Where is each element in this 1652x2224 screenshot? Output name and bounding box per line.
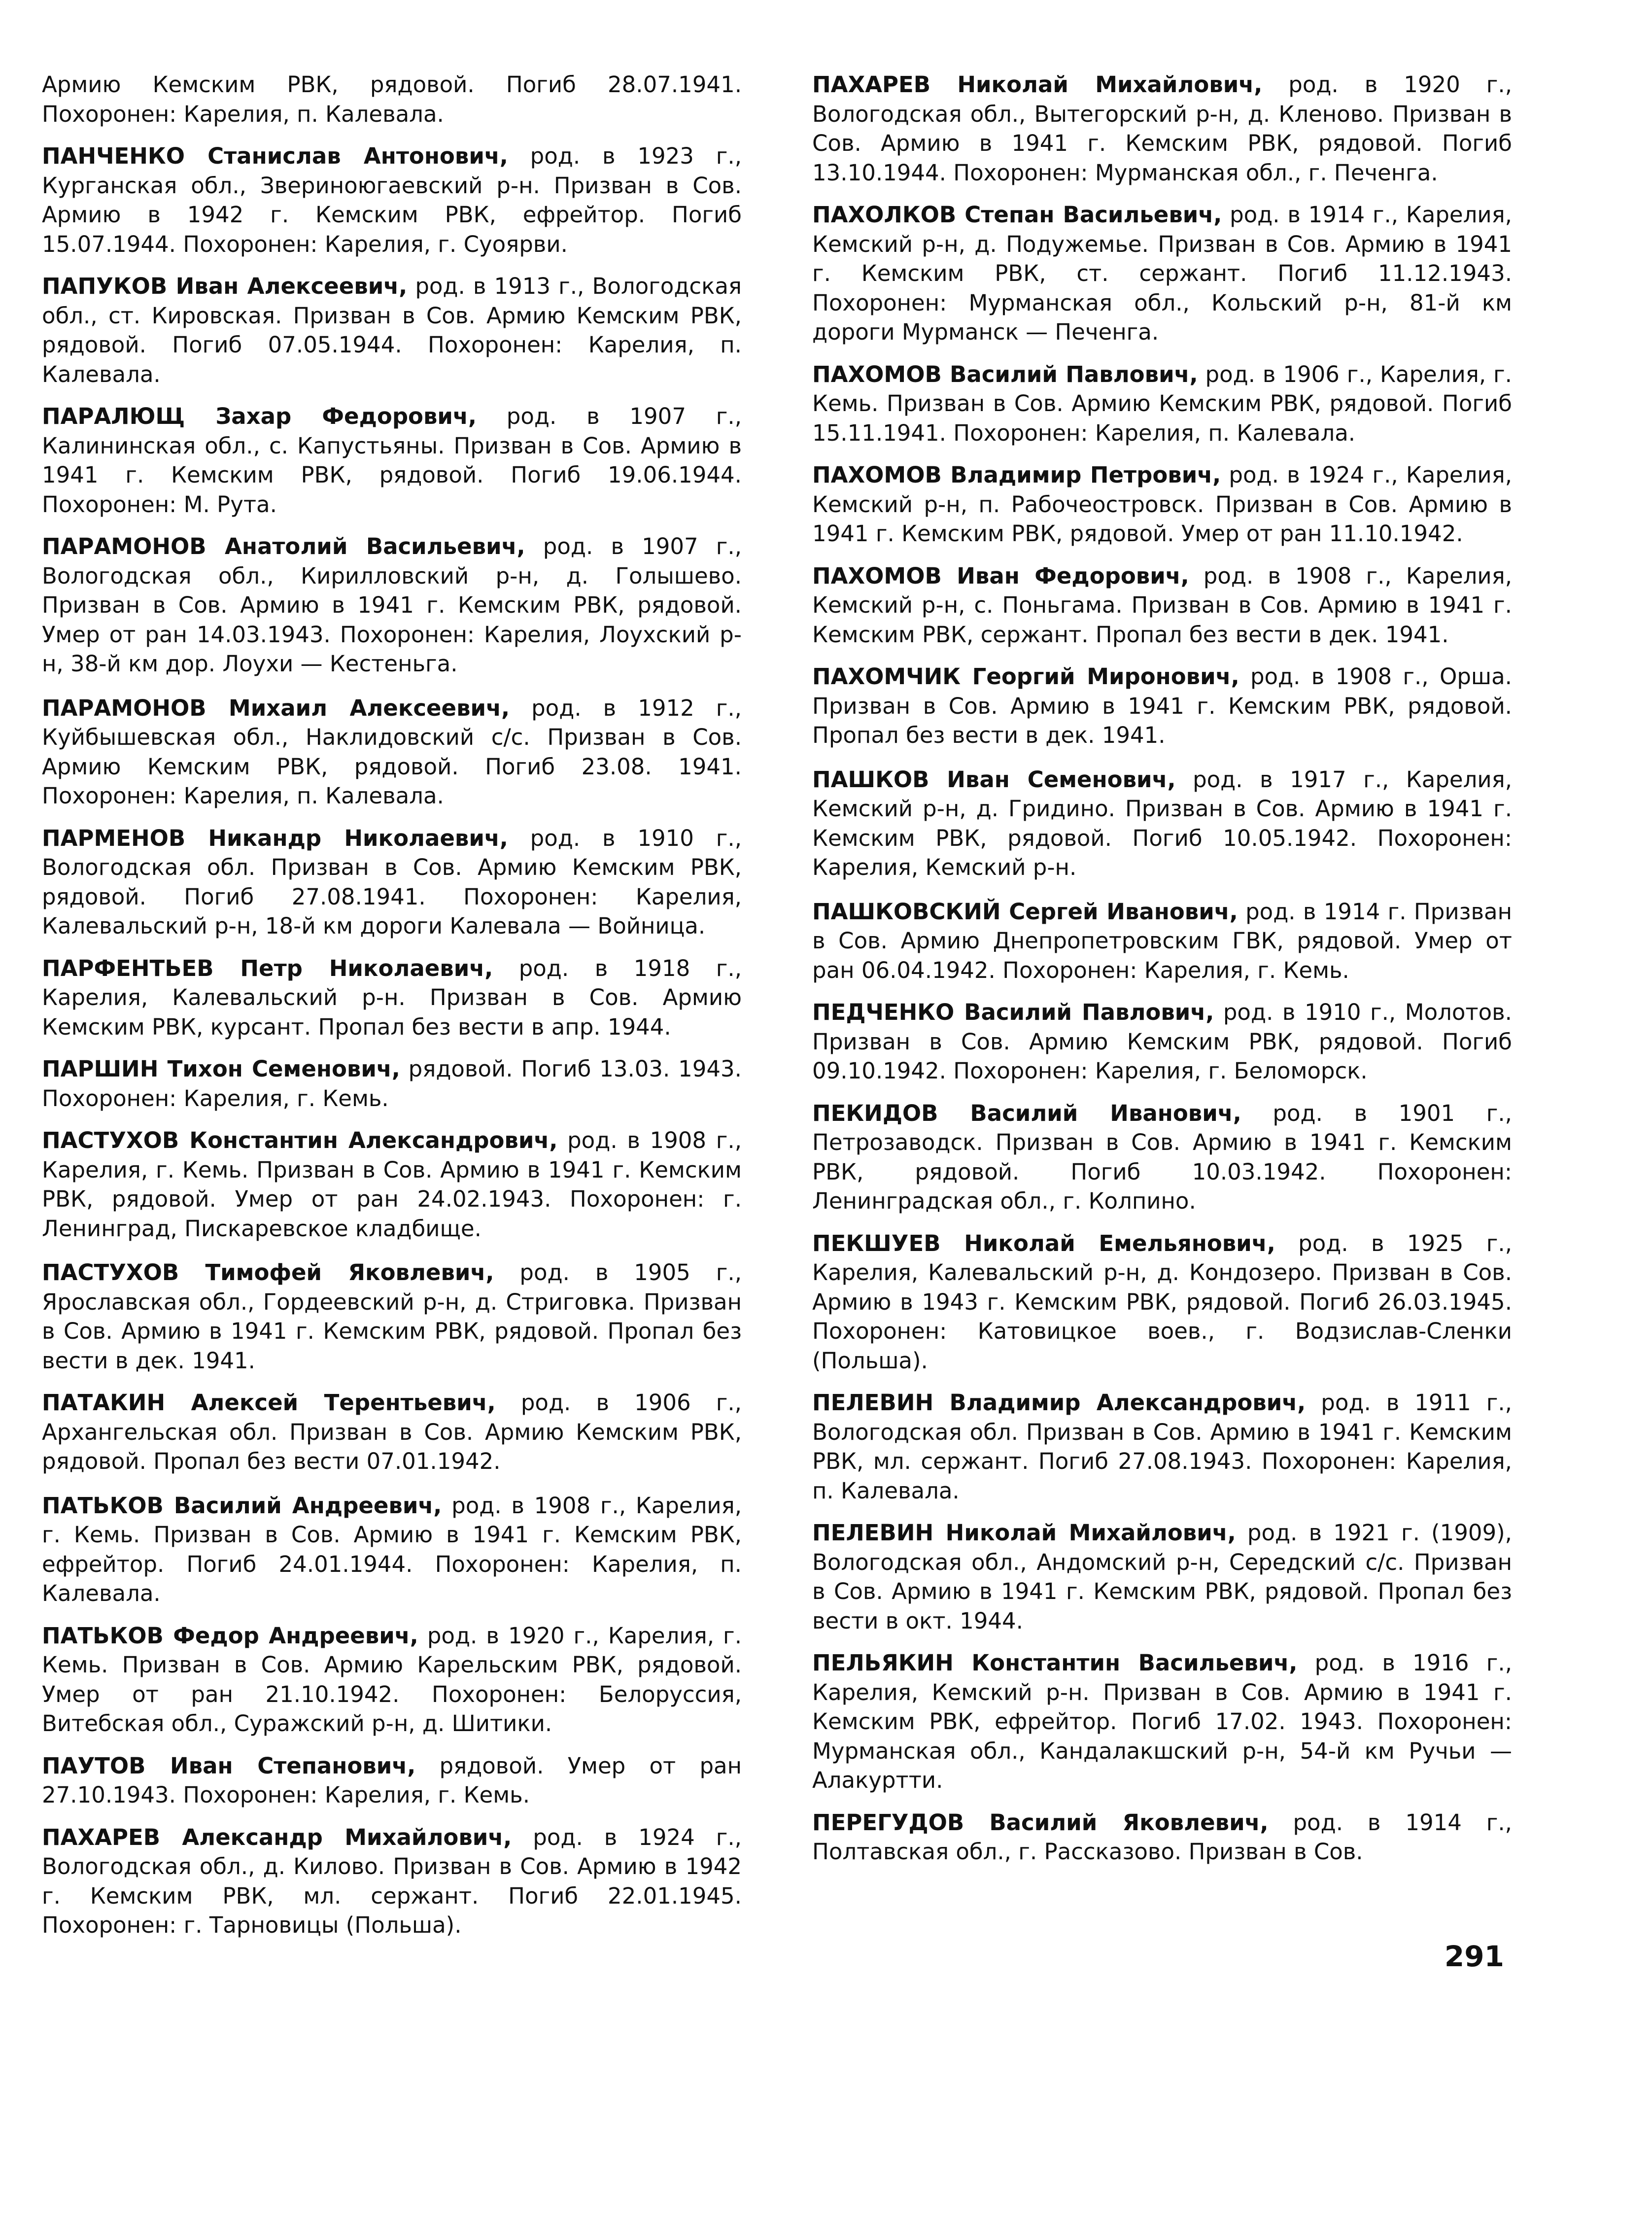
entry <box>812 70 1512 187</box>
left-column <box>42 70 742 1953</box>
entry-name: ПЕЛЬЯКИН Константин Васильевич, <box>812 1650 1298 1676</box>
entry-text: род. в 1908 г., Орша. Призван в Сов. Армию в 1941 г. Кемским РВК, рядовой. Пропал без вести в дек. 1941. <box>812 663 1512 748</box>
entry-name: ПАСТУХОВ Константин Александрович, <box>42 1127 558 1153</box>
entry <box>812 1518 1512 1635</box>
entry-name: ПАУТОВ Иван Степанович, <box>42 1752 416 1779</box>
entry <box>42 1388 742 1476</box>
entry-text: род. в 1924 г., Вологодская обл., д. Килово. Призван в Сов. Армию в 1942 г. Кемским РВК, мл. сержант. Погиб 22.01.1945. Похоронен: г. Тарновицы (Польша). <box>42 1824 742 1938</box>
entry-name: ПАРФЕНТЬЕВ Петр Николаевич, <box>42 955 493 981</box>
entry-text: рядовой. Погиб 13.03. 1943. Похоронен: Карелия, г. Кемь. <box>42 1056 742 1112</box>
entry <box>812 897 1512 985</box>
entry <box>812 200 1512 347</box>
entry-name: ПАХАРЕВ Александр Михайлович, <box>42 1824 512 1850</box>
entry-text: род. в 1901 г., Петрозаводск. Призван в Сов. Армию в 1941 г. Кемским РВК, рядовой. Погиб 10.03.1942. Похоронен: Ленинградская обл., г. Колпино. <box>812 1100 1512 1214</box>
entry-name: ПАПУКОВ Иван Алексеевич, <box>42 273 408 299</box>
entry-continued <box>42 70 742 129</box>
entry-text: род. в 1908 г., Карелия, г. Кемь. Призван в Сов. Армию в 1941 г. Кемским РВК, рядовой. Умер от ран 24.02.1943. Похоронен: г. Ленинград, Пискаревское кладбище. <box>42 1127 742 1242</box>
entry-text: род. в 1910 г., Вологодская обл. Призван в Сов. Армию Кемским РВК, рядовой. Погиб 27.08.1941. Похоронен: Карелия, Калевальский р-н, 18-й км дороги Калевала — Войница. <box>42 825 742 939</box>
entry-name: ПАХОЛКОВ Степан Васильевич, <box>812 202 1222 228</box>
entry-text: род. в 1906 г., Карелия, г. Кемь. Призван в Сов. Армию Кемским РВК, рядовой. Погиб 15.11.1941. Похоронен: Карелия, п. Калевала. <box>812 361 1512 446</box>
entry-text: род. в 1906 г., Архангельская обл. Призван в Сов. Армию Кемским РВК, рядовой. Пропал без вести 07.01.1942. <box>42 1390 742 1474</box>
entry <box>42 1126 742 1243</box>
entry <box>812 998 1512 1086</box>
page-number: 291 <box>1444 1940 1504 1973</box>
entry-text: Армию Кемским РВК, рядовой. Погиб 28.07.1941. Похоронен: Карелия, п. Калевала. <box>42 71 742 127</box>
entry <box>42 1823 742 1940</box>
entry-name: ПЕКШУЕВ Николай Емельянович, <box>812 1230 1275 1256</box>
entry-name: ПАХОМЧИК Георгий Миронович, <box>812 663 1239 690</box>
entry <box>812 360 1512 448</box>
entry-text: род. в 1914 г., Полтавская обл., г. Рассказово. Призван в Сов. <box>812 1809 1512 1865</box>
entry-name: ПАХОМОВ Владимир Петрович, <box>812 462 1221 488</box>
entry-text: род. в 1910 г., Молотов. Призван в Сов. Армию Кемским РВК, рядовой. Погиб 09.10.1942. Похоронен: Карелия, г. Беломорск. <box>812 999 1512 1084</box>
entry-text: род. в 1908 г., Карелия, г. Кемь. Призван в Сов. Армию в 1941 г. Кемским РВК, ефрейтор. Погиб 24.01.1944. Похоронен: Карелия, п. Калевала. <box>42 1492 742 1606</box>
entry-text: род. в 1907 г., Калининская обл., с. Капустьяны. Призван в Сов. Армию в 1941 г. Кемским РВК, рядовой. Погиб 19.06.1944. Похоронен: М. Рута. <box>42 403 742 518</box>
entry-name: ПАРАМОНОВ Михаил Алексеевич, <box>42 695 510 721</box>
entry-name: ПАШКОВСКИЙ Сергей Иванович, <box>812 898 1238 925</box>
entry-name: ПАСТУХОВ Тимофей Яковлевич, <box>42 1259 494 1286</box>
entry-text: род. в 1913 г., Вологодская обл., ст. Кировская. Призван в Сов. Армию Кемским РВК, рядовой. Погиб 07.05.1944. Похоронен: Карелия, п. Калевала. <box>42 273 742 387</box>
entry <box>812 460 1512 549</box>
entry-name: ПЕДЧЕНКО Василий Павлович, <box>812 999 1214 1025</box>
entry-name: ПАХОМОВ Василий Павлович, <box>812 361 1198 387</box>
entry <box>42 1491 742 1608</box>
entry-text: род. в 1920 г., Вологодская обл., Вытегорский р-н, д. Кленово. Призван в Сов. Армию в 1941 г. Кемским РВК, рядовой. Погиб 13.10.1944. Похоронен: Мурманская обл., г. Печенга. <box>812 71 1512 186</box>
entry-text: род. в 1923 г., Курганская обл., Звериноюгаевский р-н. Призван в Сов. Армию в 1942 г. Кемским РВК, ефрейтор. Погиб 15.07.1944. Похоронен: Карелия, г. Суоярви. <box>42 143 742 257</box>
entry <box>42 402 742 519</box>
entry-text: род. в 1918 г., Карелия, Калевальский р-н. Призван в Сов. Армию Кемским РВК, курсант. Пропал без вести в апр. 1944. <box>42 955 742 1040</box>
entry <box>42 824 742 941</box>
entry <box>42 694 742 811</box>
entry <box>42 954 742 1042</box>
right-column <box>812 70 1512 1879</box>
entry-name: ПЕЛЕВИН Николай Михайлович, <box>812 1520 1236 1546</box>
entry-text: рядовой. Умер от ран 27.10.1943. Похоронен: Карелия, г. Кемь. <box>42 1752 742 1808</box>
entry <box>812 765 1512 882</box>
entry-name: ПАРШИН Тихон Семенович, <box>42 1056 400 1082</box>
entry-name: ПАРАМОНОВ Анатолий Васильевич, <box>42 533 525 559</box>
entry-name: ПАХОМОВ Иван Федорович, <box>812 562 1189 589</box>
entry-text: род. в 1912 г., Куйбышевская обл., Наклидовский с/с. Призван в Сов. Армию Кемским РВК, рядовой. Погиб 23.08. 1941. Похоронен: Карелия, п. Калевала. <box>42 695 742 809</box>
entry-name: ПЕЛЕВИН Владимир Александрович, <box>812 1390 1306 1416</box>
entry-text: род. в 1907 г., Вологодская обл., Кирилловский р-н, д. Голышево. Призван в Сов. Армию в 1941 г. Кемским РВК, рядовой. Умер от ран 14.03.1943. Похоронен: Карелия, Лоухский р-н, 38-й км дор. Лоухи — Кестеньга. <box>42 533 742 677</box>
entry <box>42 532 742 679</box>
entry-name: ПАНЧЕНКО Станислав Антонович, <box>42 143 508 169</box>
entry-name: ПАРАЛЮЩ Захар Федорович, <box>42 403 477 429</box>
entry <box>812 662 1512 750</box>
entry-text: род. в 1921 г. (1909), Вологодская обл., Андомский р-н, Середский с/с. Призван в Сов. Армию в 1941 г. Кемским РВК, рядовой. Пропал без вести в окт. 1944. <box>812 1520 1512 1634</box>
entry-name: ПЕРЕГУДОВ Василий Яковлевич, <box>812 1809 1269 1836</box>
entry-name: ПАТЬКОВ Федор Андреевич, <box>42 1622 418 1649</box>
entry-text: род. в 1917 г., Карелия, Кемский р-н, д. Гридино. Призван в Сов. Армию в 1941 г. Кемским РВК, рядовой. Погиб 10.05.1942. Похоронен: Карелия, Кемский р-н. <box>812 766 1512 880</box>
entry <box>812 1099 1512 1216</box>
entry <box>812 1648 1512 1795</box>
entry-text: род. в 1905 г., Ярославская обл., Гордеевский р-н, д. Стриговка. Призван в Сов. Армию в 1941 г. Кемским РВК, рядовой. Пропал без вести в дек. 1941. <box>42 1259 742 1374</box>
entry <box>42 1751 742 1810</box>
entry-name: ПАШКОВ Иван Семенович, <box>812 766 1176 793</box>
entry-text: род. в 1914 г. Призван в Сов. Армию Днепропетровским ГВК, рядовой. Умер от ран 06.04.1942. Похоронен: Карелия, г. Кемь. <box>812 898 1513 983</box>
entry-text: род. в 1908 г., Карелия, Кемский р-н, с. Поньгама. Призван в Сов. Армию в 1941 г. Кемским РВК, сержант. Пропал без вести в дек. 1941. <box>812 562 1513 648</box>
entry-text: род. в 1914 г., Карелия, Кемский р-н, д. Подужемье. Призван в Сов. Армию в 1941 г. Кемским РВК, ст. сержант. Погиб 11.12.1943. Похоронен: Мурманская обл., Кольский р-н, 81-й км дороги Мурманск — Печенга. <box>812 202 1512 345</box>
entry-text: род. в 1924 г., Карелия, Кемский р-н, п. Рабочеостровск. Призван в Сов. Армию в 1941 г. Кемским РВК, рядовой. Умер от ран 11.10.1942. <box>812 462 1513 547</box>
entry <box>42 1258 742 1375</box>
entry-text: род. в 1920 г., Карелия, г. Кемь. Призван в Сов. Армию Карельским РВК, рядовой. Умер от ран 21.10.1942. Похоронен: Белоруссия, Витебская обл., Суражский р-н, д. Шитики. <box>42 1622 742 1737</box>
entry-text: род. в 1911 г., Вологодская обл. Призван в Сов. Армию в 1941 г. Кемским РВК, мл. сержант. Погиб 27.08.1943. Похоронен: Карелия, п. Калевала. <box>812 1390 1512 1504</box>
entry <box>812 561 1512 650</box>
entry-name: ПАХАРЕВ Николай Михайлович, <box>812 71 1263 98</box>
entry-name: ПАТЬКОВ Василий Андреевич, <box>42 1492 442 1519</box>
entry <box>812 1229 1512 1376</box>
entry <box>42 1621 742 1738</box>
entry <box>812 1808 1512 1867</box>
entry-name: ПАТАКИН Алексей Терентьевич, <box>42 1390 496 1416</box>
entry-name: ПАРМЕНОВ Никандр Николаевич, <box>42 825 508 851</box>
entry-text: род. в 1925 г., Карелия, Калевальский р-н, д. Кондозеро. Призван в Сов. Армию в 1943 г. Кемским РВК, рядовой. Погиб 26.03.1945. Похоронен: Катовицкое воев., г. Водзислав-Сленки (Польша). <box>812 1230 1512 1374</box>
entry <box>42 272 742 389</box>
entry <box>812 1388 1512 1505</box>
entry-text: род. в 1916 г., Карелия, Кемский р-н. Призван в Сов. Армию в 1941 г. Кемским РВК, ефрейтор. Погиб 17.02. 1943. Похоронен: Мурманская обл., Кандалакшский р-н, 54-й км Ручьи — Алакуртти. <box>812 1650 1512 1793</box>
entry <box>42 141 742 259</box>
entry <box>42 1054 742 1113</box>
entry-name: ПЕКИДОВ Василий Иванович, <box>812 1100 1241 1126</box>
